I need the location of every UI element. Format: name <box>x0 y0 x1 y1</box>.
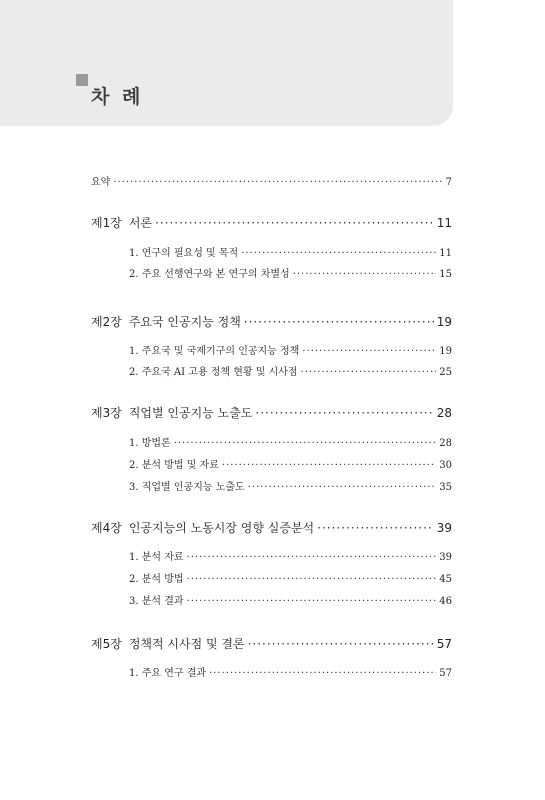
dot-leader <box>302 346 436 357</box>
dot-leader <box>113 177 442 188</box>
dot-leader <box>155 216 434 230</box>
chapter-number: 제4장 <box>91 521 122 535</box>
chapter-number: 제5장 <box>91 637 122 651</box>
toc-page-number: 45 <box>439 574 452 585</box>
chapter-title: 주요국 인공지능 정책 <box>128 315 241 329</box>
dot-leader <box>174 438 437 449</box>
chapter-title: 인공지능의 노동시장 영향 실증분석 <box>128 521 315 535</box>
toc-page-number: 19 <box>439 346 452 357</box>
page-title: 차 례 <box>91 86 144 108</box>
toc-entry-summary[interactable] <box>91 173 452 188</box>
toc-section[interactable] <box>129 548 452 563</box>
section-title: 1. 주요국 및 국제기구의 인공지능 정책 <box>129 346 300 357</box>
dot-leader <box>248 637 434 651</box>
toc-section[interactable] <box>129 363 452 378</box>
dot-leader <box>293 269 437 280</box>
chapter-title: 직업별 인공지능 노출도 <box>128 406 253 420</box>
section-title: 1. 주요 연구 결과 <box>129 668 207 679</box>
toc-section[interactable] <box>129 478 452 493</box>
toc-entry-label: 요약 <box>91 177 111 188</box>
toc-page-number: 46 <box>439 596 452 607</box>
chapter-number: 제3장 <box>91 406 122 420</box>
toc-page-number: 7 <box>445 177 452 188</box>
dot-leader <box>187 596 437 607</box>
dot-leader <box>317 521 434 535</box>
chapter-title: 정책적 시사점 및 결론 <box>128 637 245 651</box>
section-title: 1. 분석 자료 <box>129 552 184 563</box>
title-marker-square <box>76 74 88 86</box>
section-title: 1. 방법론 <box>129 438 171 449</box>
section-title: 3. 직업별 인공지능 노출도 <box>129 482 245 493</box>
toc-page-number: 39 <box>439 552 452 563</box>
toc-chapter-3[interactable] <box>91 404 452 421</box>
dot-leader <box>187 552 437 563</box>
toc-section[interactable] <box>129 592 452 607</box>
section-title: 2. 주요 선행연구와 본 연구의 차별성 <box>129 269 290 280</box>
header-band <box>0 0 453 126</box>
toc-section[interactable] <box>129 570 452 585</box>
toc-section[interactable] <box>129 664 452 679</box>
dot-leader <box>209 668 436 679</box>
toc-chapter-1[interactable] <box>91 214 452 231</box>
dot-leader <box>301 367 437 378</box>
toc-page-number: 57 <box>439 668 452 679</box>
toc-page-number: 30 <box>439 460 452 471</box>
toc-section[interactable] <box>129 265 452 280</box>
section-title: 2. 분석 방법 <box>129 574 184 585</box>
toc-chapter-4[interactable] <box>91 519 452 536</box>
section-title: 2. 분석 방법 및 자료 <box>129 460 219 471</box>
toc-page-number: 11 <box>439 248 452 259</box>
toc-page-number: 57 <box>436 637 452 651</box>
toc-section[interactable] <box>129 434 452 449</box>
toc-chapter-2[interactable] <box>91 313 452 330</box>
section-title: 2. 주요국 AI 고용 정책 현황 및 시사점 <box>129 367 298 378</box>
toc-page-number: 11 <box>436 216 452 230</box>
dot-leader <box>241 248 436 259</box>
dot-leader <box>244 315 434 329</box>
section-title: 3. 분석 결과 <box>129 596 184 607</box>
toc-page-number: 19 <box>436 315 452 329</box>
toc-page-number: 28 <box>439 438 452 449</box>
toc-page-number: 15 <box>439 269 452 280</box>
toc-section[interactable] <box>129 342 452 357</box>
dot-leader <box>187 574 437 585</box>
toc-section[interactable] <box>129 456 452 471</box>
chapter-title: 서론 <box>128 216 153 230</box>
toc-page-number: 39 <box>436 521 452 535</box>
toc-page-number: 28 <box>436 406 452 420</box>
dot-leader <box>248 482 437 493</box>
dot-leader <box>255 406 433 420</box>
section-title: 1. 연구의 필요성 및 목적 <box>129 248 239 259</box>
chapter-number: 제1장 <box>91 216 122 230</box>
dot-leader <box>222 460 436 471</box>
toc-page-number: 25 <box>439 367 452 378</box>
toc-page-number: 35 <box>439 482 452 493</box>
toc-chapter-5[interactable] <box>91 635 452 652</box>
toc-section[interactable] <box>129 244 452 259</box>
chapter-number: 제2장 <box>91 315 122 329</box>
